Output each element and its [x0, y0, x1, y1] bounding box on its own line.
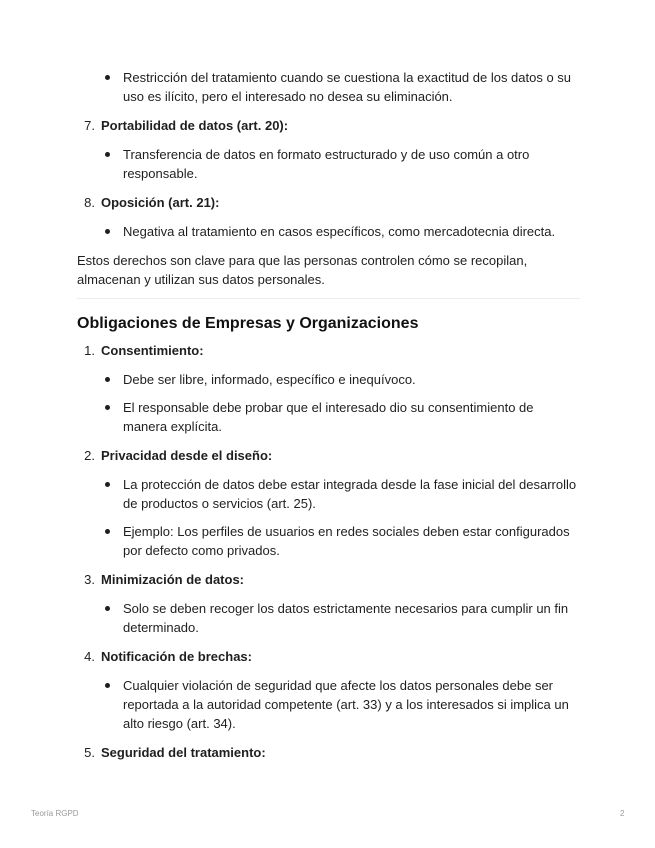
- item-title: Oposición (art. 21):: [101, 195, 220, 210]
- list-item: [77, 145, 580, 183]
- bullet-icon: [105, 377, 110, 382]
- bullet-icon: [105, 152, 110, 157]
- list-item: [77, 599, 580, 637]
- section-divider: [77, 298, 580, 299]
- item-number: 4.: [84, 649, 95, 664]
- list-item: [77, 676, 580, 733]
- bullet-text: Debe ser libre, informado, específico e inequívoco.: [123, 372, 416, 387]
- bullet-text: La protección de datos debe estar integrada desde la fase inicial del desarrollo de productos o servicios (art. 25).: [123, 477, 577, 511]
- bullet-text: Cualquier violación de seguridad que afecte los datos personales debe ser reportada a la autoridad competente (art. 33) y a los interesados si implica un alto riesgo (art. 34).: [123, 678, 569, 731]
- list-item: [77, 370, 580, 389]
- item-number: 7.: [84, 118, 95, 133]
- bullet-icon: [105, 529, 110, 534]
- item-title: Portabilidad de datos (art. 20):: [101, 118, 289, 133]
- item-number: 2.: [84, 448, 95, 463]
- bullet-icon: [105, 405, 110, 410]
- bullet-icon: [105, 482, 110, 487]
- obligation-item-1: [77, 341, 580, 360]
- bullet-text: Restricción del tratamiento cuando se cuestiona la exactitud de los datos o su uso es ilícito, pero el interesado no desea su eliminación.: [123, 70, 572, 104]
- summary-paragraph: Estos derechos son clave para que las personas controlen cómo se recopilan, almacenan y utilizan sus datos personales.: [77, 253, 528, 287]
- item-number: 1.: [84, 343, 95, 358]
- item-number: 5.: [84, 745, 95, 760]
- bullet-icon: [105, 75, 110, 80]
- list-item: [77, 222, 580, 241]
- bullet-icon: [105, 606, 110, 611]
- obligation-item-4: [77, 647, 580, 666]
- footer-title: Teoría RGPD: [31, 809, 79, 818]
- list-item: [77, 398, 580, 436]
- list-item: [77, 522, 580, 560]
- rights-item-7: [77, 116, 580, 135]
- document-body: [77, 68, 580, 762]
- item-title: Notificación de brechas:: [101, 649, 252, 664]
- bullet-text: Solo se deben recoger los datos estrictamente necesarios para cumplir un fin determinado.: [123, 601, 569, 635]
- bullet-icon: [105, 229, 110, 234]
- list-item: [77, 68, 580, 106]
- bullet-text: El responsable debe probar que el interesado dio su consentimiento de manera explícita.: [123, 400, 534, 434]
- item-title: Seguridad del tratamiento:: [101, 745, 266, 760]
- obligation-item-2: [77, 446, 580, 465]
- section-heading: Obligaciones de Empresas y Organizaciones: [77, 315, 419, 332]
- bullet-text: Negativa al tratamiento en casos específicos, como mercadotecnia directa.: [123, 224, 556, 239]
- item-title: Minimización de datos:: [101, 572, 245, 587]
- item-number: 8.: [84, 195, 95, 210]
- bullet-text: Transferencia de datos en formato estructurado y de uso común a otro responsable.: [123, 147, 530, 181]
- bullet-icon: [105, 683, 110, 688]
- list-item: [77, 475, 580, 513]
- item-number: 3.: [84, 572, 95, 587]
- obligation-item-3: [77, 570, 580, 589]
- rights-item-8: [77, 193, 580, 212]
- item-title: Privacidad desde el diseño:: [101, 448, 273, 463]
- item-title: Consentimiento:: [101, 343, 204, 358]
- bullet-text: Ejemplo: Los perfiles de usuarios en redes sociales deben estar configurados por defecto como privados.: [123, 524, 570, 558]
- obligation-item-5: [77, 743, 580, 762]
- page-number: 2: [620, 809, 625, 818]
